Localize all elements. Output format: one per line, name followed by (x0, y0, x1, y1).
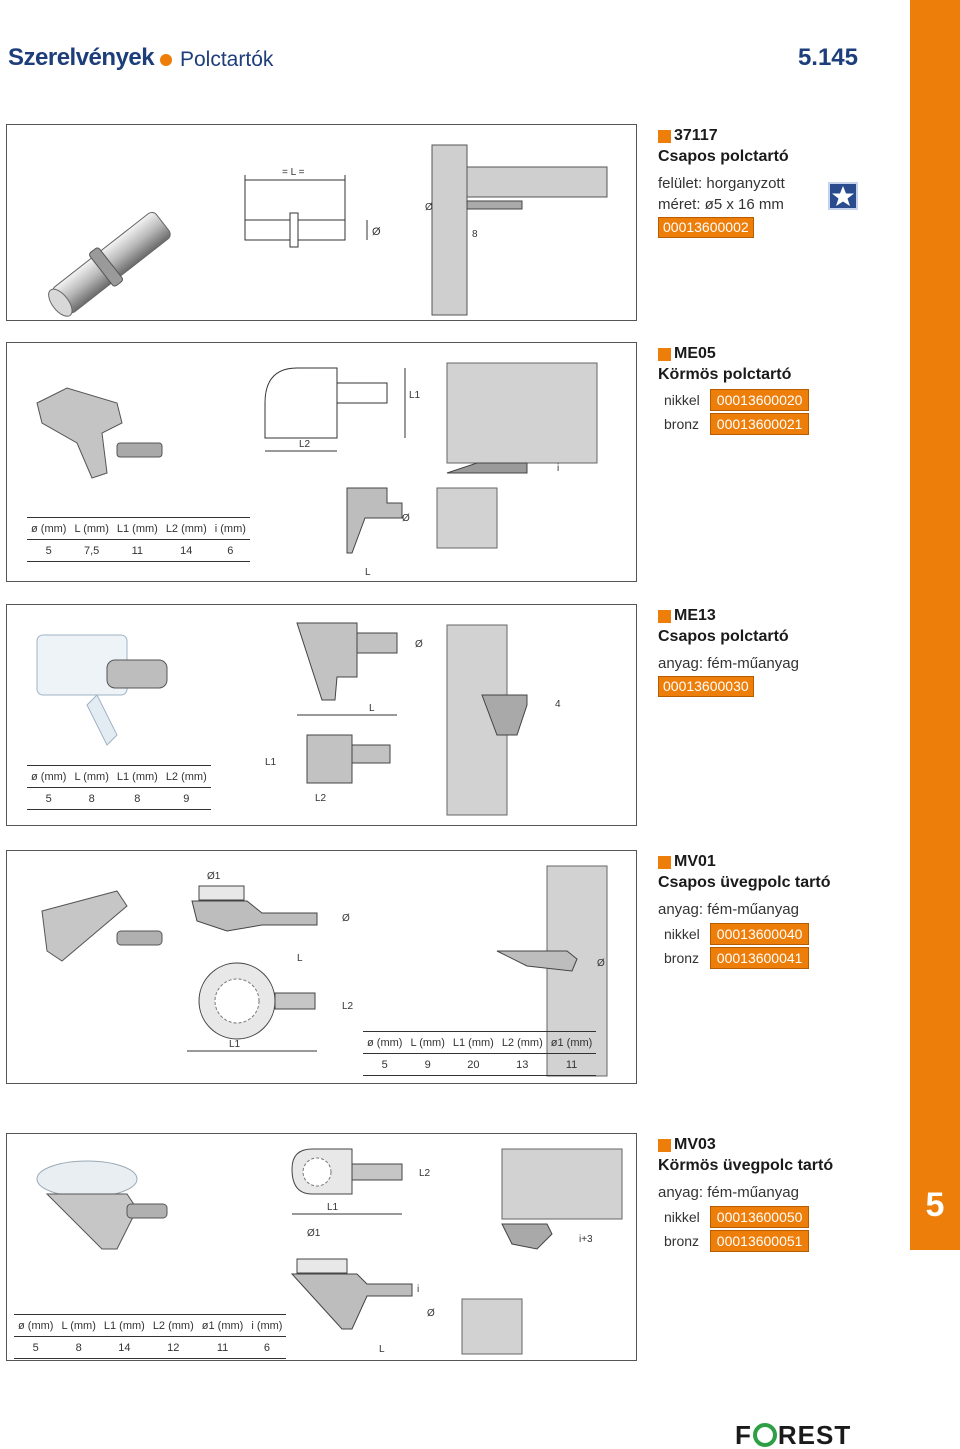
section-title: Szerelvények (8, 44, 155, 71)
label-8: 8 (472, 229, 478, 240)
spec-value: 5 (363, 1054, 406, 1076)
product-size: méret: ø5 x 16 mm (658, 196, 784, 213)
label-L1: L1 (265, 757, 277, 768)
spec-table-ME05 (27, 517, 250, 562)
product-name: Csapos üvegpolc tartó (658, 874, 831, 891)
label-dia1: Ø1 (207, 871, 221, 882)
product-name: Körmös üvegpolc tartó (658, 1157, 834, 1174)
star-icon (828, 182, 858, 210)
spec-value: 8 (70, 788, 112, 810)
logo-text-end: REST (777, 1420, 852, 1449)
spec-header: ø (mm) (363, 1032, 406, 1054)
spec-header: L1 (mm) (113, 518, 162, 540)
product-code: ME05 (674, 345, 716, 362)
article-number: 00013600002 (658, 217, 754, 238)
spec-value: 13 (498, 1054, 547, 1076)
spec-table-ME13 (27, 765, 211, 810)
spec-table-MV03 (14, 1314, 286, 1359)
article-number: 00013600030 (658, 676, 754, 697)
product-image-panel-MV01 (6, 850, 637, 1084)
variant-table-MV01 (658, 922, 813, 970)
product-info-ME13 (658, 606, 799, 697)
label-L: = L = (282, 167, 305, 178)
spec-header: ø (mm) (27, 518, 70, 540)
logo-circle-icon (753, 1423, 777, 1447)
spec-value: 9 (162, 788, 211, 810)
product-material: anyag: fém-műanyag (658, 1184, 799, 1201)
spec-value: 5 (14, 1337, 57, 1359)
product-info-MV03 (658, 1135, 834, 1249)
spec-value: 6 (247, 1337, 286, 1359)
square-bullet-icon (658, 1139, 671, 1152)
label-i3: i+3 (579, 1234, 593, 1245)
spec-value: 20 (449, 1054, 498, 1076)
spec-value: 11 (198, 1337, 248, 1359)
article-number: 00013600050 (710, 1206, 810, 1228)
product-surface: felület: horganyzott (658, 175, 785, 192)
label-L2: L2 (419, 1168, 431, 1179)
label-dia-2: Ø (425, 202, 433, 213)
spec-header: L (mm) (406, 1032, 448, 1054)
spec-value: 7,5 (70, 540, 112, 562)
product-name: Csapos polctartó (658, 628, 789, 645)
product-name: Körmös polctartó (658, 366, 792, 383)
label-L: L (365, 567, 371, 578)
variant-label: nikkel (664, 392, 700, 408)
label-L2: L2 (315, 793, 327, 804)
chapter-tab (910, 0, 960, 1250)
product-code: MV03 (674, 1136, 716, 1153)
spec-header: L2 (mm) (162, 518, 211, 540)
label-dia: Ø (342, 913, 350, 924)
label-L1: L1 (409, 390, 421, 401)
label-i: i (417, 1284, 420, 1295)
spec-header: L2 (mm) (498, 1032, 547, 1054)
spec-header: ø1 (mm) (547, 1032, 597, 1054)
spec-value: 5 (27, 788, 70, 810)
section-subtitle: Polctartók (180, 48, 274, 71)
square-bullet-icon (658, 610, 671, 623)
article-number: 00013600040 (710, 923, 810, 945)
product-code: ME13 (674, 607, 716, 624)
logo-text-start: F (735, 1420, 752, 1449)
product-image-panel-ME13 (6, 604, 637, 826)
label-dia1: Ø1 (307, 1228, 321, 1239)
label-L: L (297, 953, 303, 964)
page-header (0, 0, 910, 100)
label-dia-2: Ø (597, 958, 605, 969)
article-number: 00013600021 (710, 413, 810, 435)
spec-header: ø1 (mm) (198, 1315, 248, 1337)
spec-header: ø (mm) (14, 1315, 57, 1337)
variant-table-ME05 (658, 388, 813, 436)
product-image-panel-37117 (6, 124, 637, 321)
variant-label: bronz (664, 1233, 700, 1249)
article-number: 00013600051 (710, 1230, 810, 1252)
label-4: 4 (555, 699, 561, 710)
spec-value: 12 (149, 1337, 198, 1359)
variant-label: bronz (664, 950, 700, 966)
spec-value: 6 (211, 540, 250, 562)
spec-header: L1 (mm) (100, 1315, 149, 1337)
spec-header: L1 (mm) (449, 1032, 498, 1054)
chapter-number: 5 (925, 1186, 945, 1224)
product-name: Csapos polctartó (658, 148, 789, 165)
spec-header: i (mm) (247, 1315, 286, 1337)
spec-header: ø (mm) (27, 766, 70, 788)
spec-value: 11 (547, 1054, 597, 1076)
variant-table-MV03 (658, 1205, 813, 1253)
forest-logo (735, 1420, 851, 1449)
product-code: MV01 (674, 853, 716, 870)
label-L2: L2 (342, 1001, 354, 1012)
spec-value: 9 (406, 1054, 448, 1076)
label-L1: L1 (229, 1039, 241, 1050)
spec-value: 8 (113, 788, 162, 810)
product-info-MV01 (658, 852, 831, 966)
label-dia: Ø (415, 639, 423, 650)
spec-header: L2 (mm) (162, 766, 211, 788)
label-dia: Ø (427, 1308, 435, 1319)
label-L1: L1 (327, 1202, 339, 1213)
spec-value: 14 (162, 540, 211, 562)
product-code: 37117 (674, 127, 718, 144)
label-dia: Ø (372, 226, 381, 238)
variant-label: nikkel (664, 1209, 700, 1225)
spec-value: 5 (27, 540, 70, 562)
spec-value: 14 (100, 1337, 149, 1359)
square-bullet-icon (658, 348, 671, 361)
article-number: 00013600041 (710, 947, 810, 969)
spec-header: L2 (mm) (149, 1315, 198, 1337)
spec-table-MV01 (363, 1031, 596, 1076)
square-bullet-icon (658, 130, 671, 143)
pin-drawing (7, 125, 637, 321)
article-number: 00013600020 (710, 389, 810, 411)
label-L: L (379, 1344, 385, 1355)
spec-value: 11 (113, 540, 162, 562)
product-material: anyag: fém-műanyag (658, 901, 799, 918)
spec-value: 8 (57, 1337, 99, 1359)
variant-label: nikkel (664, 926, 700, 942)
spec-header: L (mm) (57, 1315, 99, 1337)
label-L: L (369, 703, 375, 714)
spec-header: i (mm) (211, 518, 250, 540)
product-material: anyag: fém-műanyag (658, 655, 799, 672)
spec-header: L1 (mm) (113, 766, 162, 788)
spec-header: L (mm) (70, 766, 112, 788)
bullet-dot-icon (160, 54, 172, 66)
label-L2: L2 (299, 439, 311, 450)
page-number: 5.145 (797, 44, 858, 71)
product-info-37117 (658, 126, 789, 238)
label-dia: Ø (402, 513, 410, 524)
label-i: i (557, 463, 560, 474)
spec-header: L (mm) (70, 518, 112, 540)
square-bullet-icon (658, 856, 671, 869)
product-image-panel-ME05 (6, 342, 637, 582)
product-info-ME05 (658, 344, 803, 432)
variant-label: bronz (664, 416, 700, 432)
